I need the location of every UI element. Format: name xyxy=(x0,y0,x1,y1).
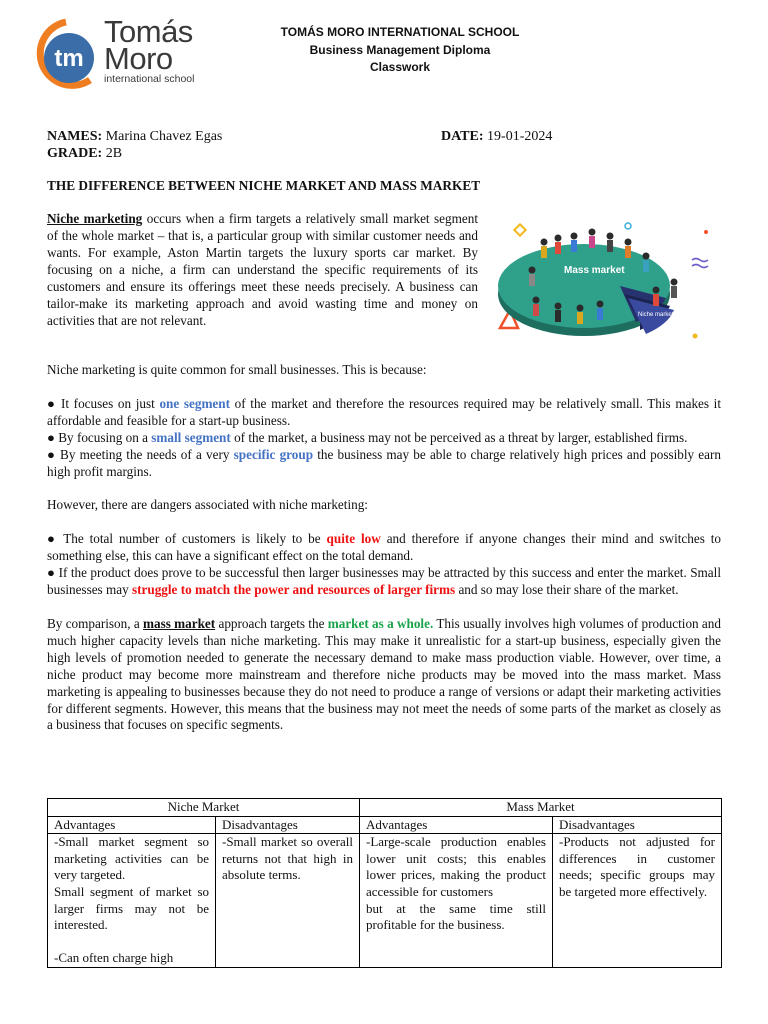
logo-wordmark xyxy=(104,14,195,85)
highlight-one-segment: one segment xyxy=(159,395,231,411)
course-name: Business Management Diploma xyxy=(309,42,491,57)
logo-mark-text: tm xyxy=(54,45,84,72)
dangers-intro: However, there are dangers associated with niche marketing: xyxy=(47,497,368,513)
date-label: DATE: xyxy=(441,129,484,144)
grade-label: GRADE: xyxy=(47,146,103,161)
highlight-market-whole: market as a whole. xyxy=(327,615,434,631)
highlight-small-segment: small segment xyxy=(151,429,231,445)
highlight-specific-group: specific group xyxy=(233,446,314,462)
highlight-struggle: struggle to match the power and resources of larger firms xyxy=(131,582,456,598)
table-header-row xyxy=(48,799,722,817)
danger-item: ● The total number of customers is likely to be quite low and therefore if anyone changes their mind and switches to something else, this can have a significant effect on the total demand. xyxy=(47,531,722,564)
mass-disadvantages-cell: -Products not adjusted for differences in customer needs; specific groups may be targeted more effectively. xyxy=(553,834,722,968)
body-content xyxy=(47,362,721,734)
logo-line-1: Tomás xyxy=(104,14,193,49)
names-label: NAMES: xyxy=(47,129,103,144)
school-logo xyxy=(32,14,212,92)
mass-niche-illustration xyxy=(496,212,724,352)
page-title: THE DIFFERENCE BETWEEN NICHE MARKET AND MASS MARKET xyxy=(47,178,481,193)
logo-line-3: international school xyxy=(104,73,195,85)
niche-disadvantages-header: Disadvantages xyxy=(216,816,360,834)
mass-term: mass market xyxy=(142,615,216,631)
mass-market-header: Mass Market xyxy=(360,799,722,817)
school-name: TOMÁS MORO INTERNATIONAL SCHOOL xyxy=(280,25,520,39)
logo-mark-icon xyxy=(32,18,102,92)
document-header xyxy=(250,24,550,77)
common-intro: Niche marketing is quite common for small businesses. This is because: xyxy=(47,362,427,377)
highlight-quite-low: quite low xyxy=(326,531,381,547)
reason-item: ● It focuses on just one segment of the market and therefore the resources required may be relatively small. This makes it affordable and feasible for a start-up business. xyxy=(47,395,721,428)
logo-line-2: Moro xyxy=(104,41,173,76)
mass-advantages-header: Advantages xyxy=(360,816,553,834)
grade-row xyxy=(47,145,122,162)
comparison-table xyxy=(47,798,722,968)
niche-advantages-header: Advantages xyxy=(48,816,216,834)
danger-item: ● If the product does prove to be successful then larger businesses may be attracted by this success and enter the market. Small businesses may struggle to match the power and resources of larger firms and so may lose their share of the market. xyxy=(47,565,721,598)
table-subheader-row xyxy=(48,816,722,834)
niche-term: Niche marketing xyxy=(47,211,143,226)
grade-value: 2B xyxy=(105,146,123,161)
niche-definition-text: occurs when a firm targets a relatively small market segment of the whole market – that is, a particular group with similar customer needs and wants. For example, Aston Martin targets the luxury sports car market. By focusing on a niche, a firm can understand the specific requirements of its customers and ensure its offerings meet these needs precisely. A business can tailor-make its marketing approach and avoid wasting time and money on activities that are not relevant. xyxy=(47,211,478,328)
date-value: 19-01-2024 xyxy=(487,129,553,144)
figure-niche-label: Niche market xyxy=(638,312,674,318)
reason-item: ● By meeting the needs of a very specific group the business may be able to charge relatively high prices and possibly earn high profit margins. xyxy=(47,446,721,479)
niche-advantages-cell: -Small market segment so marketing activities can be very targeted. Small segment of market so larger firms may not be interested. -Can often charge high xyxy=(48,834,216,968)
document-type: Classwork xyxy=(369,60,431,74)
mass-market-paragraph: By comparison, a mass market approach targets the market as a whole. This usually involves high volumes of production and much higher capacity levels than niche marketing. This may make it unrealistic for a start-up business, especially given the high levels of promotion needed to generate the necessary demand to make mass production viable. However, over time, a niche product may become more mainstream and therefore niche products may be moved into the mass market. Mass marketing is appealing to businesses because they do not need to produce a range of versions or adapt their marketing activities for different segments. However, this means that the business may not meet the needs of some parts of the market as closely as a business that focuses on specific segments. xyxy=(47,615,721,733)
figure-mass-label: Mass market xyxy=(564,265,625,276)
table-row xyxy=(48,834,722,968)
mass-advantages-cell: -Large-scale production enables lower unit costs; this enables lower prices, making the product accessible for customers but at the same time still profitable for the business. xyxy=(360,834,553,968)
niche-disadvantages-cell: -Small market so overall returns not that high in absolute terms. xyxy=(216,834,360,968)
names-value: Marina Chavez Egas xyxy=(105,129,223,144)
niche-market-header: Niche Market xyxy=(48,799,360,817)
date-row xyxy=(441,128,552,145)
mass-disadvantages-header: Disadvantages xyxy=(553,816,722,834)
reason-item: ● By focusing on a small segment of the market, a business may not be perceived as a threat by larger, established firms. xyxy=(47,429,688,445)
niche-definition-paragraph xyxy=(47,210,478,329)
names-row xyxy=(47,128,222,145)
